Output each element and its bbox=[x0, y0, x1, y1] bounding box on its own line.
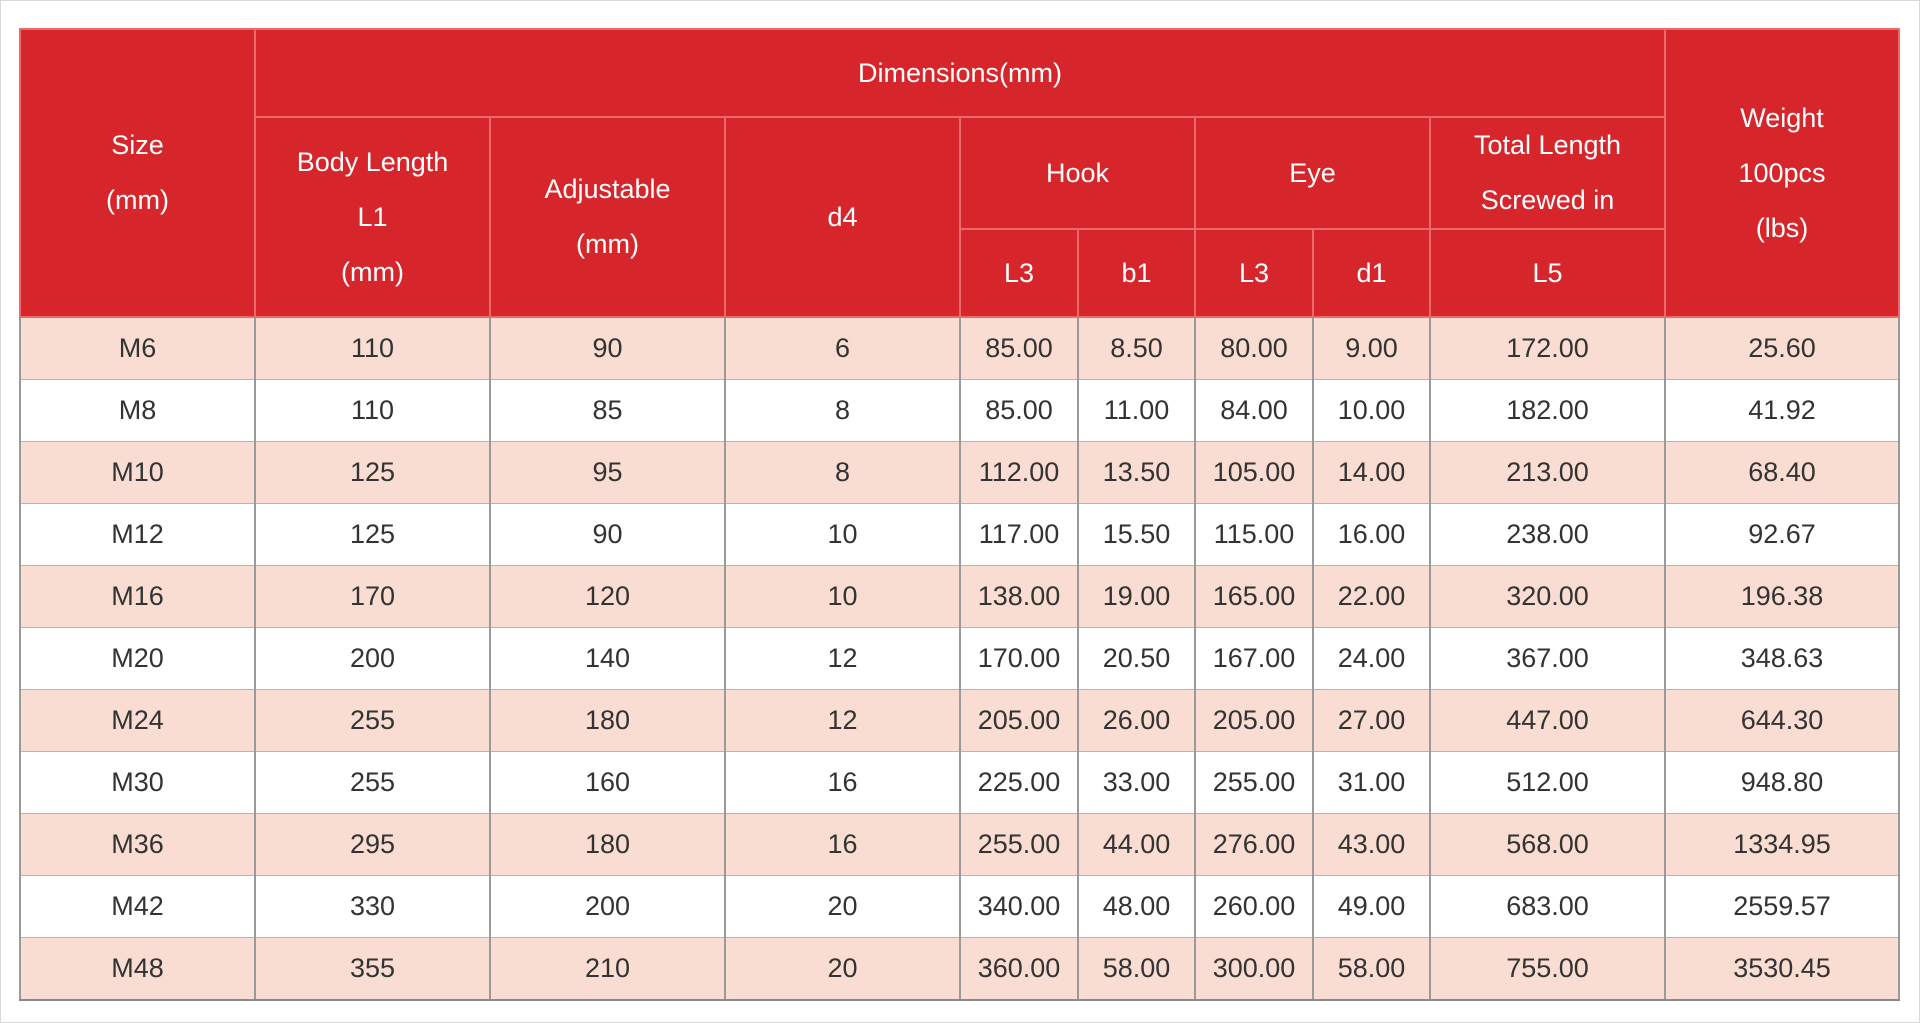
weight-cell: 348.63 bbox=[1665, 628, 1899, 690]
eye-d1-cell: 49.00 bbox=[1313, 876, 1430, 938]
d4-cell: 8 bbox=[725, 380, 960, 442]
hook-b1-cell: 11.00 bbox=[1078, 380, 1195, 442]
weight-header bbox=[1665, 29, 1899, 317]
d4-cell: 16 bbox=[725, 752, 960, 814]
body-length-cell: 170 bbox=[255, 566, 490, 628]
l5-cell: 213.00 bbox=[1430, 442, 1665, 504]
size-cell: M8 bbox=[20, 380, 255, 442]
eye-l3-cell: 167.00 bbox=[1195, 628, 1313, 690]
body-length-cell: 125 bbox=[255, 442, 490, 504]
table-row bbox=[20, 876, 1899, 938]
hook-l3-cell: 112.00 bbox=[960, 442, 1078, 504]
table-row bbox=[20, 566, 1899, 628]
eye-d1-cell: 16.00 bbox=[1313, 504, 1430, 566]
weight-cell: 2559.57 bbox=[1665, 876, 1899, 938]
hook-b1-cell: 33.00 bbox=[1078, 752, 1195, 814]
table-row bbox=[20, 938, 1899, 1001]
table-row bbox=[20, 690, 1899, 752]
hook-b1-cell: 48.00 bbox=[1078, 876, 1195, 938]
hook-header: Hook bbox=[960, 117, 1195, 229]
weight-cell: 68.40 bbox=[1665, 442, 1899, 504]
l5-cell: 182.00 bbox=[1430, 380, 1665, 442]
total-length-header-line2: Screwed in bbox=[1480, 185, 1615, 215]
hook-b1-cell: 15.50 bbox=[1078, 504, 1195, 566]
eye-l3-cell: 260.00 bbox=[1195, 876, 1313, 938]
hook-b1-header: b1 bbox=[1078, 229, 1195, 317]
weight-cell: 1334.95 bbox=[1665, 814, 1899, 876]
eye-l3-header: L3 bbox=[1195, 229, 1313, 317]
size-cell: M24 bbox=[20, 690, 255, 752]
eye-d1-cell: 43.00 bbox=[1313, 814, 1430, 876]
d4-cell: 12 bbox=[725, 690, 960, 752]
total-length-header bbox=[1430, 117, 1665, 229]
d4-cell: 6 bbox=[725, 317, 960, 380]
eye-l3-cell: 300.00 bbox=[1195, 938, 1313, 1001]
table-row bbox=[20, 380, 1899, 442]
adjustable-header-line2: (mm) bbox=[576, 229, 639, 259]
size-cell: M30 bbox=[20, 752, 255, 814]
adjustable-cell: 90 bbox=[490, 504, 725, 566]
eye-l3-cell: 84.00 bbox=[1195, 380, 1313, 442]
eye-l3-cell: 80.00 bbox=[1195, 317, 1313, 380]
eye-l3-cell: 255.00 bbox=[1195, 752, 1313, 814]
weight-header-line3: (lbs) bbox=[1755, 212, 1809, 243]
weight-cell: 41.92 bbox=[1665, 380, 1899, 442]
eye-d1-cell: 31.00 bbox=[1313, 752, 1430, 814]
eye-d1-cell: 24.00 bbox=[1313, 628, 1430, 690]
table-row bbox=[20, 814, 1899, 876]
size-cell: M42 bbox=[20, 876, 255, 938]
total-length-header-line1: Total Length bbox=[1473, 130, 1622, 160]
l5-cell: 447.00 bbox=[1430, 690, 1665, 752]
weight-cell: 644.30 bbox=[1665, 690, 1899, 752]
eye-l3-cell: 165.00 bbox=[1195, 566, 1313, 628]
body-length-header bbox=[255, 117, 490, 317]
hook-l3-header: L3 bbox=[960, 229, 1078, 317]
adjustable-header bbox=[490, 117, 725, 317]
eye-l3-cell: 205.00 bbox=[1195, 690, 1313, 752]
table-row bbox=[20, 504, 1899, 566]
d4-header: d4 bbox=[725, 117, 960, 317]
adjustable-cell: 180 bbox=[490, 690, 725, 752]
body-length-cell: 125 bbox=[255, 504, 490, 566]
eye-d1-cell: 22.00 bbox=[1313, 566, 1430, 628]
eye-d1-cell: 10.00 bbox=[1313, 380, 1430, 442]
d4-cell: 12 bbox=[725, 628, 960, 690]
l5-cell: 367.00 bbox=[1430, 628, 1665, 690]
adjustable-cell: 210 bbox=[490, 938, 725, 1001]
weight-header-line1: Weight bbox=[1740, 102, 1824, 133]
body-length-cell: 255 bbox=[255, 752, 490, 814]
l5-cell: 512.00 bbox=[1430, 752, 1665, 814]
d4-cell: 16 bbox=[725, 814, 960, 876]
eye-d1-header: d1 bbox=[1313, 229, 1430, 317]
l5-cell: 568.00 bbox=[1430, 814, 1665, 876]
table-row bbox=[20, 317, 1899, 380]
hook-b1-cell: 13.50 bbox=[1078, 442, 1195, 504]
table-row bbox=[20, 752, 1899, 814]
table-row bbox=[20, 628, 1899, 690]
adjustable-cell: 160 bbox=[490, 752, 725, 814]
hook-l3-cell: 117.00 bbox=[960, 504, 1078, 566]
body-length-header-line1: Body Length bbox=[296, 146, 449, 177]
dimensions-header: Dimensions(mm) bbox=[255, 29, 1665, 117]
header-row-top bbox=[20, 29, 1899, 117]
size-cell: M10 bbox=[20, 442, 255, 504]
eye-header: Eye bbox=[1195, 117, 1430, 229]
d4-cell: 10 bbox=[725, 504, 960, 566]
hook-l3-cell: 85.00 bbox=[960, 380, 1078, 442]
l5-cell: 172.00 bbox=[1430, 317, 1665, 380]
body-length-header-line3: (mm) bbox=[341, 256, 404, 287]
weight-cell: 948.80 bbox=[1665, 752, 1899, 814]
weight-cell: 3530.45 bbox=[1665, 938, 1899, 1001]
adjustable-cell: 120 bbox=[490, 566, 725, 628]
body-length-cell: 255 bbox=[255, 690, 490, 752]
size-cell: M48 bbox=[20, 938, 255, 1001]
l5-cell: 683.00 bbox=[1430, 876, 1665, 938]
size-cell: M6 bbox=[20, 317, 255, 380]
hook-b1-cell: 58.00 bbox=[1078, 938, 1195, 1001]
adjustable-cell: 85 bbox=[490, 380, 725, 442]
hook-b1-cell: 26.00 bbox=[1078, 690, 1195, 752]
body-length-cell: 110 bbox=[255, 380, 490, 442]
l5-cell: 320.00 bbox=[1430, 566, 1665, 628]
d4-cell: 8 bbox=[725, 442, 960, 504]
adjustable-cell: 90 bbox=[490, 317, 725, 380]
hook-l3-cell: 360.00 bbox=[960, 938, 1078, 1001]
body-length-header-line2: L1 bbox=[357, 201, 388, 232]
d4-cell: 20 bbox=[725, 938, 960, 1001]
l5-header: L5 bbox=[1430, 229, 1665, 317]
eye-d1-cell: 58.00 bbox=[1313, 938, 1430, 1001]
size-header bbox=[20, 29, 255, 317]
body-length-cell: 330 bbox=[255, 876, 490, 938]
adjustable-cell: 200 bbox=[490, 876, 725, 938]
size-cell: M16 bbox=[20, 566, 255, 628]
table-body bbox=[20, 317, 1899, 1000]
body-length-cell: 110 bbox=[255, 317, 490, 380]
hook-l3-cell: 255.00 bbox=[960, 814, 1078, 876]
adjustable-header-line1: Adjustable bbox=[544, 174, 671, 204]
size-cell: M20 bbox=[20, 628, 255, 690]
header-row-middle bbox=[20, 117, 1899, 229]
size-cell: M12 bbox=[20, 504, 255, 566]
hook-l3-cell: 85.00 bbox=[960, 317, 1078, 380]
weight-cell: 92.67 bbox=[1665, 504, 1899, 566]
hook-l3-cell: 205.00 bbox=[960, 690, 1078, 752]
hook-l3-cell: 138.00 bbox=[960, 566, 1078, 628]
weight-cell: 25.60 bbox=[1665, 317, 1899, 380]
eye-d1-cell: 14.00 bbox=[1313, 442, 1430, 504]
l5-cell: 238.00 bbox=[1430, 504, 1665, 566]
eye-l3-cell: 276.00 bbox=[1195, 814, 1313, 876]
size-header-unit: (mm) bbox=[106, 185, 169, 215]
body-length-cell: 295 bbox=[255, 814, 490, 876]
hook-b1-cell: 20.50 bbox=[1078, 628, 1195, 690]
adjustable-cell: 180 bbox=[490, 814, 725, 876]
body-length-cell: 200 bbox=[255, 628, 490, 690]
hook-b1-cell: 44.00 bbox=[1078, 814, 1195, 876]
hook-l3-cell: 225.00 bbox=[960, 752, 1078, 814]
d4-cell: 20 bbox=[725, 876, 960, 938]
weight-header-line2: 100pcs bbox=[1738, 157, 1826, 188]
l5-cell: 755.00 bbox=[1430, 938, 1665, 1001]
size-cell: M36 bbox=[20, 814, 255, 876]
size-header-label: Size bbox=[111, 130, 164, 160]
table-header bbox=[20, 29, 1899, 317]
specification-table bbox=[19, 28, 1900, 1001]
body-length-cell: 355 bbox=[255, 938, 490, 1001]
hook-b1-cell: 19.00 bbox=[1078, 566, 1195, 628]
hook-l3-cell: 340.00 bbox=[960, 876, 1078, 938]
adjustable-cell: 140 bbox=[490, 628, 725, 690]
table-row bbox=[20, 442, 1899, 504]
eye-d1-cell: 27.00 bbox=[1313, 690, 1430, 752]
eye-l3-cell: 105.00 bbox=[1195, 442, 1313, 504]
hook-l3-cell: 170.00 bbox=[960, 628, 1078, 690]
hook-b1-cell: 8.50 bbox=[1078, 317, 1195, 380]
weight-cell: 196.38 bbox=[1665, 566, 1899, 628]
eye-l3-cell: 115.00 bbox=[1195, 504, 1313, 566]
eye-d1-cell: 9.00 bbox=[1313, 317, 1430, 380]
adjustable-cell: 95 bbox=[490, 442, 725, 504]
d4-cell: 10 bbox=[725, 566, 960, 628]
